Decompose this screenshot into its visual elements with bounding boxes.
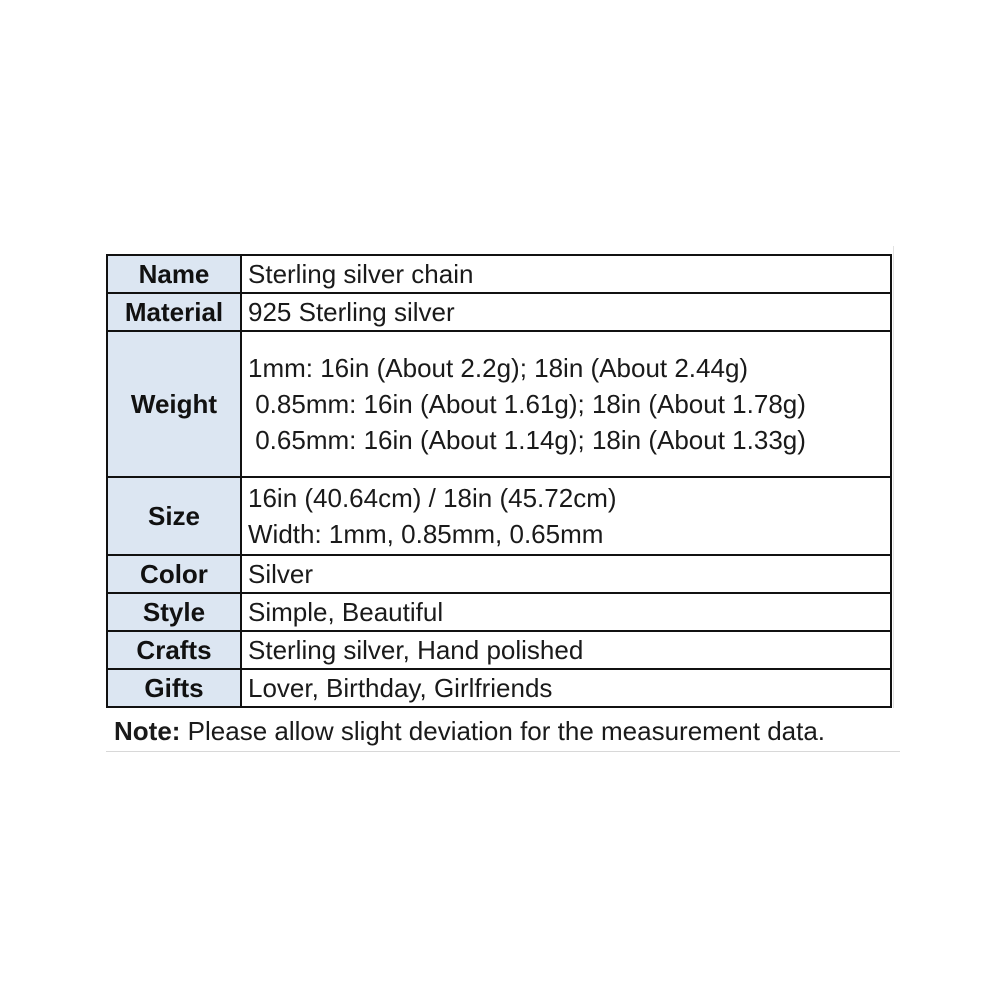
grid-line <box>893 246 894 708</box>
value-line: 16in (40.64cm) / 18in (45.72cm) <box>248 483 617 513</box>
value-line: 0.65mm: 16in (About 1.14g); 18in (About 1.33g) <box>248 425 806 455</box>
value-line: Sterling silver chain <box>248 259 474 289</box>
spec-table <box>106 254 892 708</box>
table-row-weight <box>107 331 891 477</box>
row-label-style: Style <box>107 593 241 631</box>
row-label-name: Name <box>107 255 241 293</box>
row-label-gifts: Gifts <box>107 669 241 707</box>
value-line: Sterling silver, Hand polished <box>248 635 584 665</box>
row-value-weight <box>241 331 891 477</box>
row-value-material <box>241 293 891 331</box>
row-value-gifts <box>241 669 891 707</box>
value-line: Width: 1mm, 0.85mm, 0.65mm <box>248 519 604 549</box>
table-row-material <box>107 293 891 331</box>
row-value-name <box>241 255 891 293</box>
value-line: 1mm: 16in (About 2.2g); 18in (About 2.44g) <box>248 353 749 383</box>
measurement-note <box>106 711 900 752</box>
row-value-color <box>241 555 891 593</box>
value-line: 925 Sterling silver <box>248 297 455 327</box>
note-label: Note: <box>114 716 181 746</box>
row-label-size: Size <box>107 477 241 555</box>
value-line: Lover, Birthday, Girlfriends <box>248 673 553 703</box>
row-label-color: Color <box>107 555 241 593</box>
table-row-color <box>107 555 891 593</box>
table-row-size <box>107 477 891 555</box>
value-line: Simple, Beautiful <box>248 597 444 627</box>
row-value-style <box>241 593 891 631</box>
row-label-weight: Weight <box>107 331 241 477</box>
row-label-material: Material <box>107 293 241 331</box>
value-line: 0.85mm: 16in (About 1.61g); 18in (About 1.78g) <box>248 389 806 419</box>
row-value-crafts <box>241 631 891 669</box>
row-label-crafts: Crafts <box>107 631 241 669</box>
row-value-size <box>241 477 891 555</box>
note-text: Please allow slight deviation for the measurement data. <box>180 716 826 746</box>
table-row-crafts <box>107 631 891 669</box>
table-row-style <box>107 593 891 631</box>
value-line: Silver <box>248 559 314 589</box>
table-row-name <box>107 255 891 293</box>
table-row-gifts <box>107 669 891 707</box>
